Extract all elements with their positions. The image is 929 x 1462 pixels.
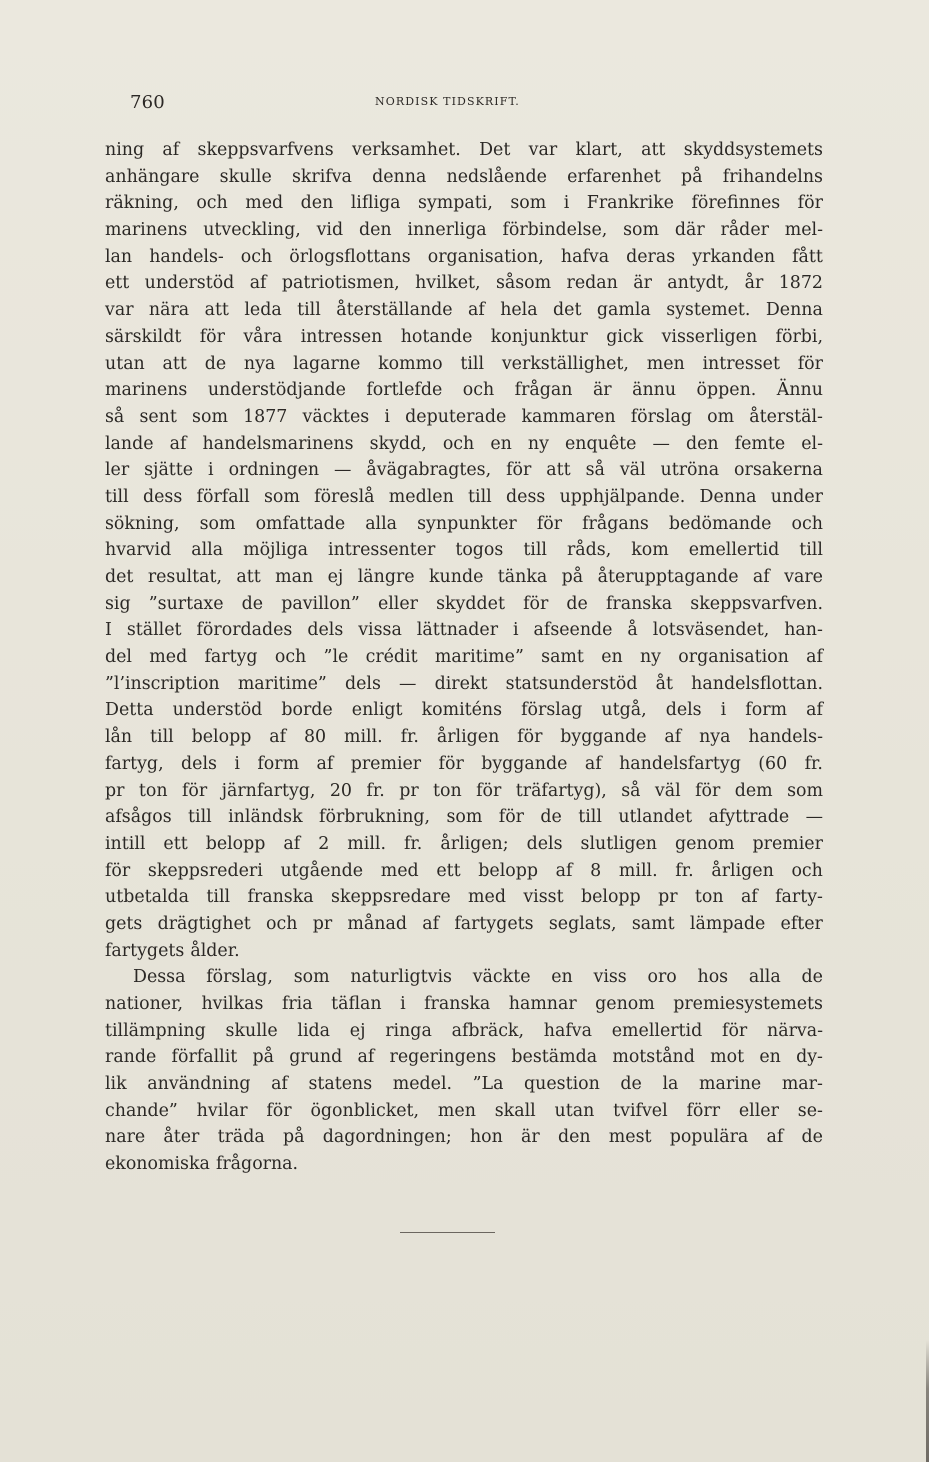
text-line: marinens utveckling, vid den innerliga förbindelse, som där råder mel- bbox=[105, 220, 823, 241]
running-title: NORDISK TIDSKRIFT. bbox=[375, 95, 520, 108]
text-line: sökning, som omfattade alla synpunkter för frågans bedömande och bbox=[105, 513, 823, 534]
text-line: ekonomiska frågorna. bbox=[105, 1154, 299, 1175]
text-line: utan att de nya lagarne kommo till verkställighet, men intresset för bbox=[105, 353, 823, 374]
paragraph bbox=[105, 964, 823, 1178]
text-line: till dess förfall som föreslå medlen till dess upphjälpande. Denna under bbox=[105, 486, 823, 507]
text-line: räkning, och med den lifliga sympati, som i Frankrike förefinnes för bbox=[105, 193, 823, 214]
text-line: särskildt för våra intressen hotande konjunktur gick visserligen förbi, bbox=[105, 326, 823, 347]
text-line: lande af handelsmarinens skydd, och en ny enquête — den femte el- bbox=[105, 433, 823, 454]
text-line: I stället förordades dels vissa lättnader i afseende å lotsväsendet, han- bbox=[105, 620, 823, 641]
text-line: lån till belopp af 80 mill. fr. årligen för byggande af nya handels- bbox=[105, 727, 823, 748]
text-line: tillämpning skulle lida ej ringa afbräck, hafva emellertid för närva- bbox=[105, 1020, 823, 1041]
text-line: lan handels- och örlogsflottans organisation, hafva deras yrkanden fått bbox=[105, 246, 823, 267]
text-line: hvarvid alla möjliga intressenter togos till råds, kom emellertid till bbox=[105, 540, 823, 561]
text-line: ler sjätte i ordningen — åvägabragtes, för att så väl utröna orsakerna bbox=[105, 460, 823, 481]
text-line: pr ton för järnfartyg, 20 fr. pr ton för träfartyg), så väl för dem som bbox=[105, 780, 823, 801]
text-line: intill ett belopp af 2 mill. fr. årligen; dels slutligen genom premier bbox=[105, 833, 823, 854]
page-header bbox=[130, 92, 830, 116]
text-line: sig ”surtaxe de pavillon” eller skyddet för de franska skeppsvarfven. bbox=[105, 593, 823, 614]
text-line: chande” hvilar för ögonblicket, men skall utan tvifvel förr eller se- bbox=[105, 1100, 823, 1121]
body-text bbox=[105, 137, 823, 1178]
text-line: Dessa förslag, som naturligtvis väckte en viss oro hos alla de bbox=[133, 967, 823, 988]
text-line: gets drägtighet och pr månad af fartygets seglats, samt lämpade efter bbox=[105, 913, 823, 934]
text-line: marinens understödjande fortlefde och frågan är ännu öppen. Ännu bbox=[105, 380, 823, 401]
text-line: del med fartyg och ”le crédit maritime” samt en ny organisation af bbox=[105, 647, 823, 668]
footer-rule bbox=[400, 1232, 495, 1233]
text-line: nare åter träda på dagordningen; hon är den mest populära af de bbox=[105, 1127, 823, 1148]
text-line: så sent som 1877 väcktes i deputerade kammaren förslag om återstäl- bbox=[105, 406, 823, 427]
paragraph bbox=[105, 137, 823, 964]
text-line: Detta understöd borde enligt komiténs förslag utgå, dels i form af bbox=[105, 700, 823, 721]
text-line: ning af skeppsvarfvens verksamhet. Det var klart, att skyddsystemets bbox=[105, 140, 823, 160]
text-line: anhängare skulle skrifva denna nedslående erfarenhet på frihandelns bbox=[105, 166, 823, 187]
text-line: det resultat, att man ej längre kunde tänka på återupptagande af vare bbox=[105, 567, 823, 587]
text-line: fartygets ålder. bbox=[105, 940, 240, 961]
page-number: 760 bbox=[130, 92, 165, 113]
text-line: för skeppsrederi utgående med ett belopp af 8 mill. fr. årligen och bbox=[105, 860, 823, 881]
text-line: fartyg, dels i form af premier för byggande af handelsfartyg (60 fr. bbox=[105, 753, 823, 774]
text-line: nationer, hvilkas fria täflan i franska hamnar genom premiesystemets bbox=[105, 994, 823, 1014]
text-line: ”l’inscription maritime” dels — direkt statsunderstöd åt handelsflottan. bbox=[105, 673, 823, 694]
text-line: afsågos till inländsk förbrukning, som för de till utlandet afyttrade — bbox=[105, 807, 823, 828]
text-line: lik användning af statens medel. ”La question de la marine mar- bbox=[105, 1074, 823, 1095]
text-line: utbetalda till franska skeppsredare med visst belopp pr ton af farty- bbox=[105, 887, 823, 908]
text-line: rande förfallit på grund af regeringens bestämda motstånd mot en dy- bbox=[105, 1047, 823, 1068]
text-line: var nära att leda till återställande af hela det gamla systemet. Denna bbox=[105, 300, 823, 321]
text-line: ett understöd af patriotismen, hvilket, såsom redan är antydt, år 1872 bbox=[105, 273, 823, 294]
